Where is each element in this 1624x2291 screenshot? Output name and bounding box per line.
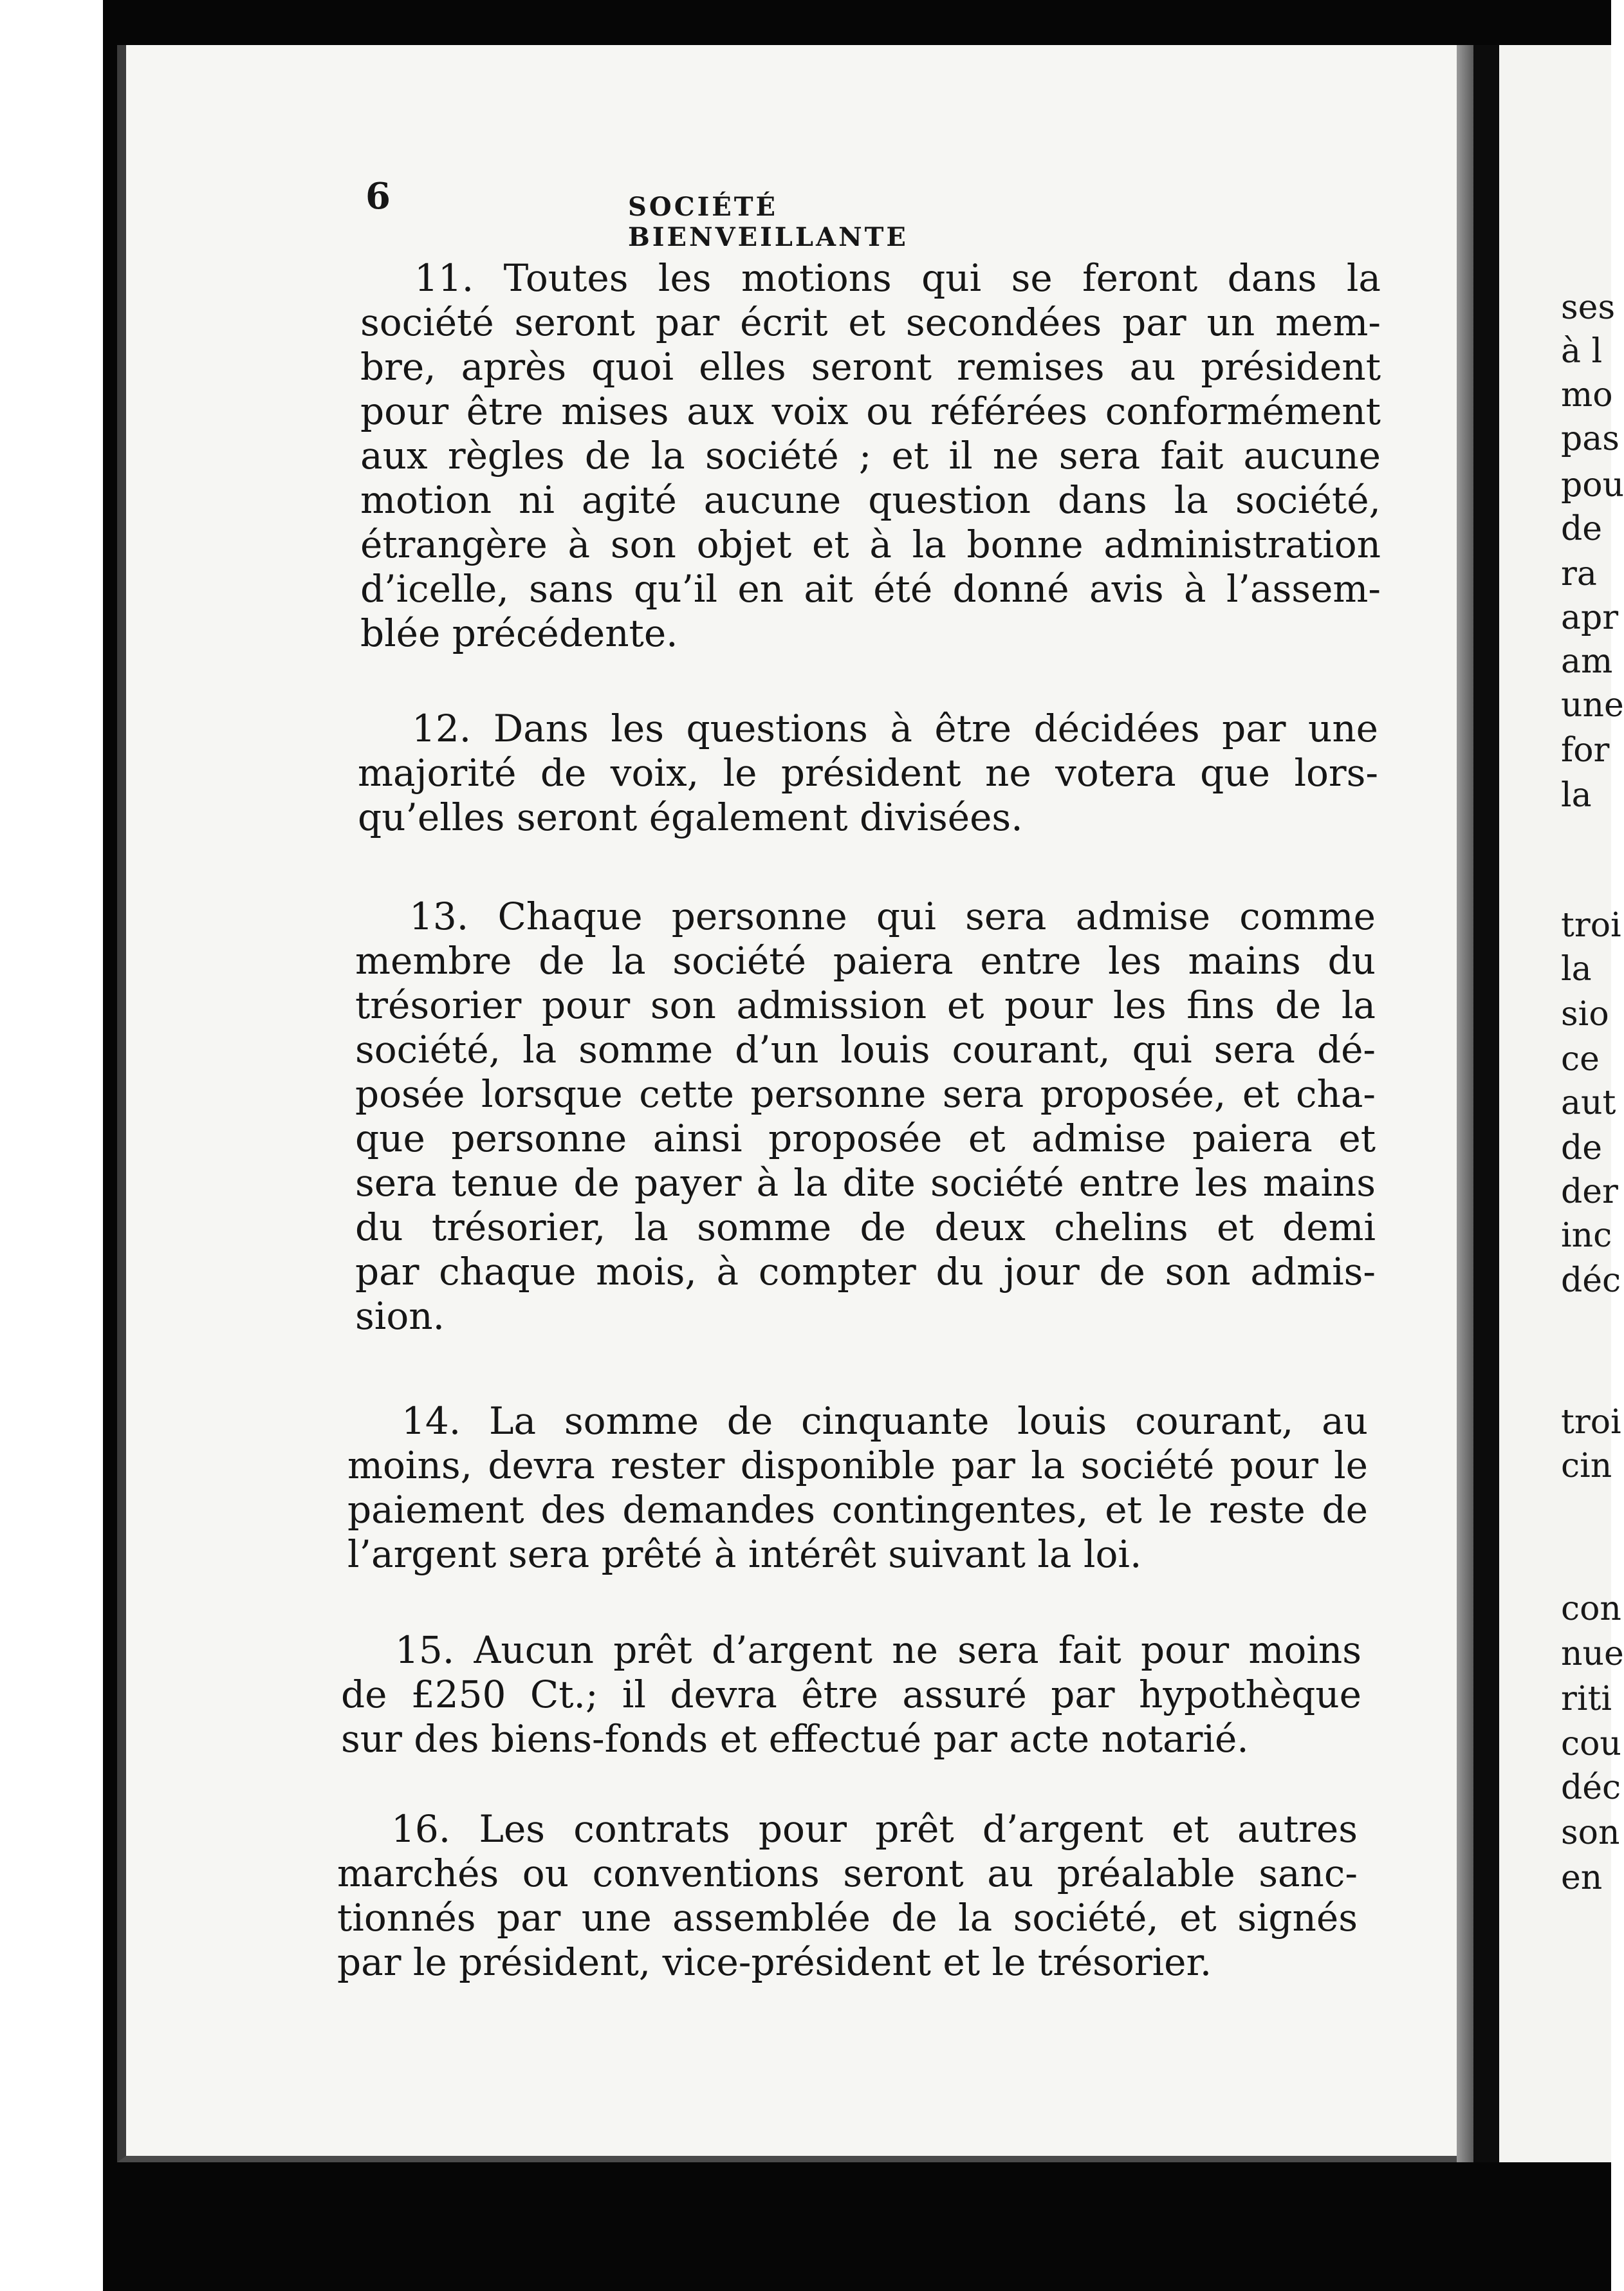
neighbor-text-fragment: sio: [1561, 995, 1609, 1034]
text-line: pour être mises aux voix ou référées conformément: [360, 389, 1381, 433]
neighbor-text-fragment: de: [1561, 510, 1603, 548]
neighbor-text-fragment: aut: [1561, 1084, 1616, 1122]
text-line: 15. Aucun prêt d’argent ne sera fait pour moins: [395, 1628, 1361, 1672]
article-16: [337, 1807, 1358, 1985]
neighbor-text-fragment: ce: [1561, 1040, 1600, 1079]
text-line: tionnés par une assemblée de la société, et signés: [337, 1896, 1358, 1940]
text-line: que personne ainsi proposée et admise paiera et: [355, 1117, 1376, 1160]
neighbor-text-fragment: ses: [1561, 288, 1616, 327]
text-line: posée lorsque cette personne sera proposée, et cha-: [355, 1072, 1376, 1116]
neighbor-text-fragment: la: [1561, 776, 1592, 815]
text-line: 13. Chaque personne qui sera admise comme: [409, 895, 1376, 938]
page-number: 6: [365, 175, 391, 218]
neighbor-text-fragment: en: [1561, 1859, 1603, 1897]
neighbor-text-fragment: pas: [1561, 420, 1619, 458]
neighbor-text-fragment: for: [1561, 731, 1610, 770]
text-line: d’icelle, sans qu’il en ait été donné avis à l’assem-: [360, 567, 1381, 611]
text-line: aux règles de la société ; et il ne sera fait aucune: [360, 434, 1381, 478]
article-14: [347, 1399, 1368, 1577]
article-12: [358, 707, 1378, 840]
neighbor-page: [1499, 45, 1624, 2162]
text-line: motion ni agité aucune question dans la société,: [360, 478, 1381, 522]
text-line: par chaque mois, à compter du jour de son admis-: [355, 1250, 1376, 1294]
article-11: [360, 256, 1381, 656]
neighbor-text-fragment: der: [1561, 1173, 1618, 1211]
scan-margin: [0, 0, 103, 2291]
neighbor-text-fragment: troi: [1561, 1403, 1621, 1442]
neighbor-text-fragment: la: [1561, 950, 1592, 988]
text-line: de £250 Ct.; il devra être assuré par hypothèque: [341, 1673, 1361, 1716]
text-line: sera tenue de payer à la dite société entre les mains: [355, 1161, 1376, 1205]
text-line: trésorier pour son admission et pour les fins de la: [355, 983, 1376, 1027]
neighbor-text-fragment: inc: [1561, 1216, 1612, 1255]
neighbor-text-fragment: cin: [1561, 1447, 1612, 1485]
neighbor-text-fragment: con: [1561, 1590, 1621, 1628]
text-line: sur des biens-fonds et effectué par acte notarié.: [341, 1717, 1249, 1761]
neighbor-text-fragment: riti: [1561, 1680, 1612, 1718]
neighbor-text-fragment: déc: [1561, 1261, 1621, 1300]
text-line: société seront par écrit et secondées par un mem-: [360, 301, 1381, 344]
text-line: 11. Toutes les motions qui se feront dans la: [414, 256, 1381, 300]
text-line: société, la somme d’un louis courant, qui sera dé-: [355, 1028, 1376, 1071]
book-spine: [1473, 45, 1499, 2162]
text-line: paiement des demandes contingentes, et le reste de: [347, 1488, 1368, 1532]
page-gutter-shadow: [1457, 45, 1473, 2162]
article-15: [341, 1628, 1361, 1761]
text-line: membre de la société paiera entre les mains du: [355, 939, 1376, 983]
neighbor-text-fragment: une: [1561, 686, 1624, 725]
text-line: sion.: [355, 1294, 445, 1338]
text-line: étrangère à son objet et à la bonne administration: [360, 523, 1381, 566]
text-line: blée précédente.: [360, 611, 678, 655]
neighbor-text-fragment: troi: [1561, 906, 1621, 945]
text-line: qu’elles seront également divisées.: [358, 795, 1023, 839]
text-line: moins, devra rester disponible par la société pour le: [347, 1443, 1368, 1487]
text-line: 12. Dans les questions à être décidées par une: [412, 707, 1378, 750]
neighbor-text-fragment: son: [1561, 1813, 1620, 1852]
neighbor-text-fragment: de: [1561, 1129, 1603, 1167]
text-line: 16. Les contrats pour prêt d’argent et autres: [391, 1807, 1358, 1851]
neighbor-text-fragment: pou: [1561, 466, 1624, 505]
neighbor-text-fragment: mo: [1561, 376, 1613, 414]
neighbor-text-fragment: am: [1561, 642, 1613, 681]
text-line: par le président, vice-président et le trésorier.: [337, 1940, 1212, 1984]
text-line: du trésorier, la somme de deux chelins et demi: [355, 1205, 1376, 1249]
neighbor-text-fragment: à l: [1561, 332, 1603, 371]
neighbor-text-fragment: cou: [1561, 1725, 1621, 1763]
neighbor-text-fragment: nue: [1561, 1635, 1624, 1673]
text-line: majorité de voix, le président ne votera que lors-: [358, 751, 1378, 795]
neighbor-text-fragment: ra: [1561, 555, 1597, 593]
text-line: 14. La somme de cinquante louis courant, au: [401, 1399, 1368, 1443]
text-line: marchés ou conventions seront au préalable sanc-: [337, 1851, 1358, 1895]
article-13: [355, 895, 1376, 1339]
text-line: bre, après quoi elles seront remises au président: [360, 345, 1381, 389]
neighbor-text-fragment: déc: [1561, 1768, 1621, 1807]
neighbor-text-fragment: apr: [1561, 598, 1619, 637]
text-line: l’argent sera prêté à intérêt suivant la loi.: [347, 1532, 1142, 1576]
running-title: SOCIÉTÉ BIENVEILLANTE: [628, 192, 909, 252]
